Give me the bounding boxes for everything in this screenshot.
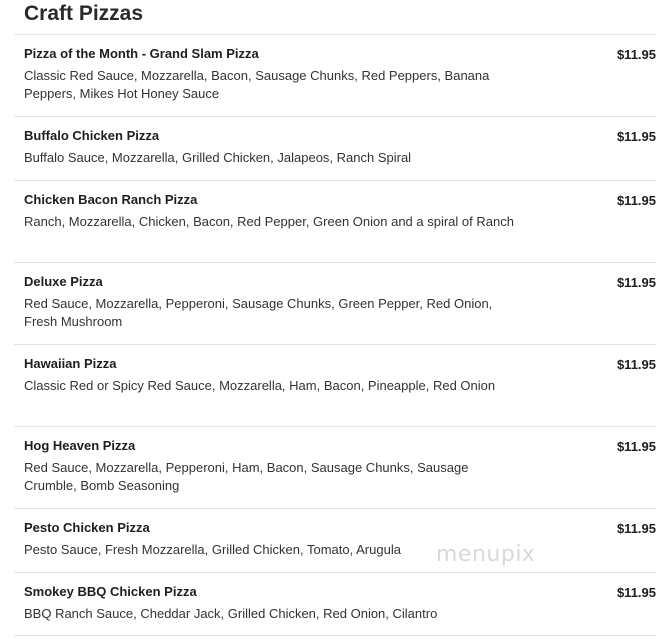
item-description: Classic Red or Spicy Red Sauce, Mozzarella, Ham, Bacon, Pineapple, Red Onion — [24, 378, 496, 393]
item-description: Buffalo Sauce, Mozzarella, Grilled Chicken, Jalapeos, Ranch Spiral — [24, 150, 412, 165]
item-name: Pesto Chicken Pizza — [24, 520, 150, 535]
section-title: Craft Pizzas — [24, 2, 144, 25]
menu-item[interactable] — [14, 426, 656, 508]
menu-item[interactable] — [14, 508, 656, 572]
item-name: Buffalo Chicken Pizza — [24, 128, 160, 143]
item-name: Smokey BBQ Chicken Pizza — [24, 584, 197, 599]
item-price: $11.95 — [616, 193, 656, 208]
watermark: menupix — [436, 542, 536, 567]
menu-item[interactable] — [14, 262, 656, 344]
item-name: Hog Heaven Pizza — [24, 438, 136, 453]
item-price: $11.95 — [616, 129, 656, 144]
item-name: Pizza of the Month - Grand Slam Pizza — [24, 46, 259, 61]
menu-item[interactable] — [14, 34, 656, 116]
menu-item[interactable] — [14, 116, 656, 180]
item-price: $11.95 — [616, 47, 656, 62]
item-price: $11.95 — [616, 357, 656, 372]
item-description: Ranch, Mozzarella, Chicken, Bacon, Red Pepper, Green Onion and a spiral of Ranch — [24, 214, 514, 229]
item-description: Red Sauce, Mozzarella, Pepperoni, Sausage Chunks, Green Pepper, Red Onion, Fresh Mushroom — [24, 296, 493, 329]
menu-item[interactable] — [14, 180, 656, 262]
menu-item[interactable] — [14, 344, 656, 426]
item-name: Chicken Bacon Ranch Pizza — [24, 192, 198, 207]
item-description: Classic Red Sauce, Mozzarella, Bacon, Sausage Chunks, Red Peppers, Banana Peppers, Mikes Hot Honey Sauce — [24, 68, 490, 101]
item-price: $11.95 — [616, 585, 656, 600]
item-price: $11.95 — [616, 521, 656, 536]
menu-item[interactable] — [14, 572, 656, 636]
item-description: Red Sauce, Mozzarella, Pepperoni, Ham, Bacon, Sausage Chunks, Sausage Crumble, Bomb Seasoning — [24, 460, 469, 493]
item-description: Pesto Sauce, Fresh Mozzarella, Grilled Chicken, Tomato, Arugula — [24, 542, 401, 557]
menu-list — [14, 34, 656, 636]
item-price: $11.95 — [616, 439, 656, 454]
item-description: BBQ Ranch Sauce, Cheddar Jack, Grilled Chicken, Red Onion, Cilantro — [24, 606, 438, 621]
item-name: Deluxe Pizza — [24, 274, 103, 289]
item-name: Hawaiian Pizza — [24, 356, 117, 371]
item-price: $11.95 — [616, 275, 656, 290]
